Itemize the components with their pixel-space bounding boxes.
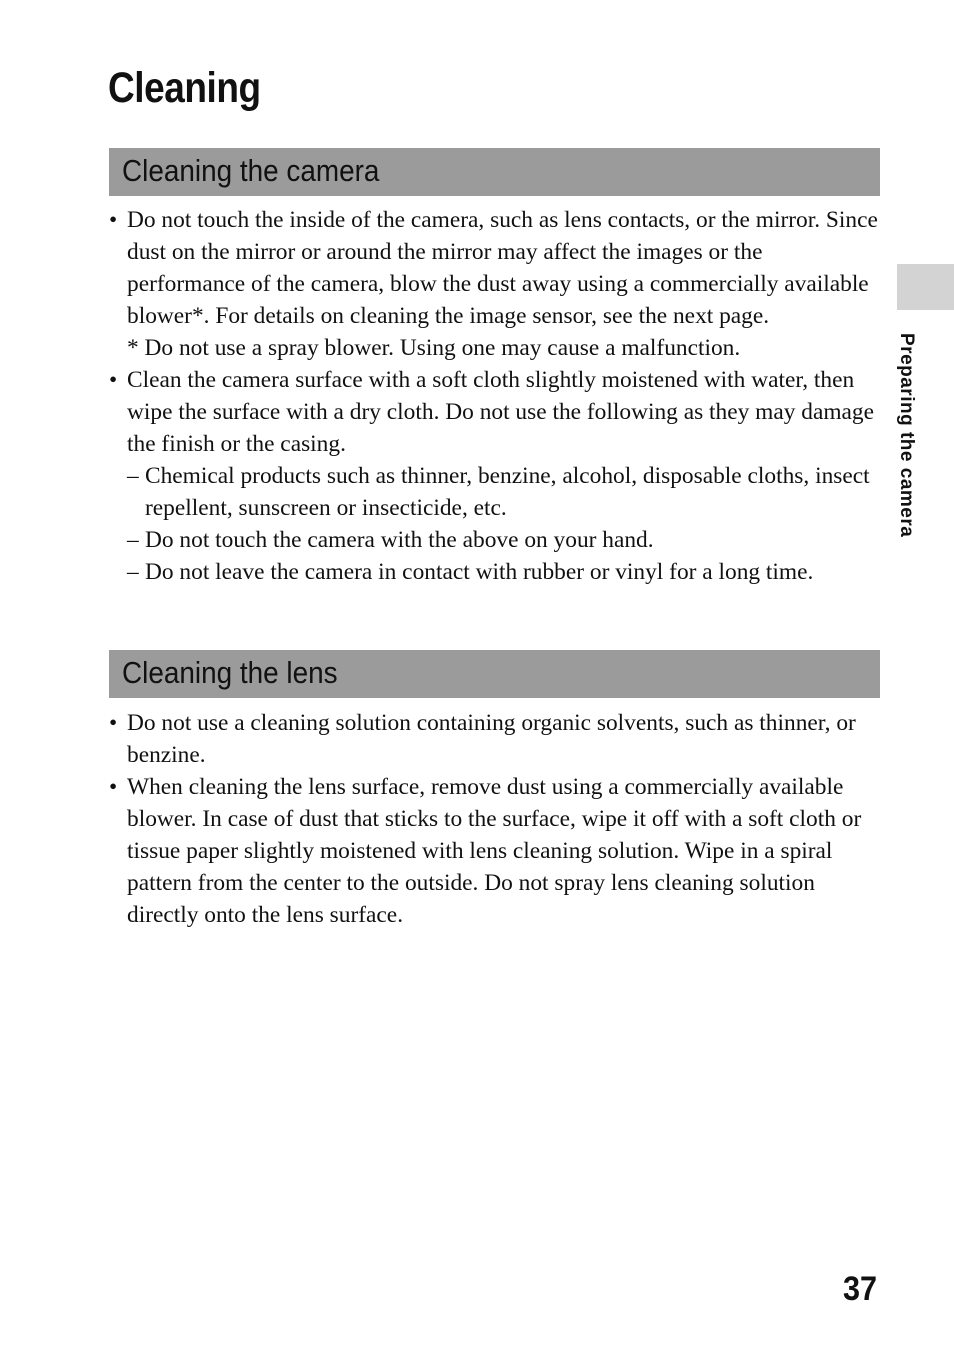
section-heading: Cleaning the camera — [122, 153, 380, 188]
bullet-item — [109, 204, 884, 332]
chapter-tab-label: Preparing the camera — [896, 333, 917, 538]
dash-icon: – — [127, 463, 139, 489]
bullet-text: Clean the camera surface with a soft cloth slightly moistened with water, then wipe the surface with a dry cloth. Do not use the following as they may damage the finish or the casing. — [127, 367, 874, 457]
dash-item — [109, 524, 884, 556]
bullet-item — [109, 771, 884, 931]
dash-item — [109, 460, 884, 524]
dash-text: Do not touch the camera with the above on your hand. — [145, 527, 654, 553]
section-heading-bar — [109, 148, 880, 196]
footnote-text: * Do not use a spray blower. Using one may cause a malfunction. — [127, 335, 741, 361]
bullet-icon: • — [109, 774, 118, 800]
bullet-icon: • — [109, 367, 118, 393]
page-title: Cleaning — [108, 64, 261, 112]
section-heading: Cleaning the lens — [122, 655, 338, 690]
bullet-text: When cleaning the lens surface, remove dust using a commercially available blower. In case of dust that sticks to the surface, wipe it off with a soft cloth or tissue paper slightly moistened with lens cleaning solution. Wipe in a spiral pattern from the center to the outside. Do not spray lens cleaning solution directly onto the lens surface. — [127, 774, 862, 928]
bullet-item — [109, 707, 884, 771]
bullet-icon: • — [109, 207, 118, 233]
dash-text: Chemical products such as thinner, benzine, alcohol, disposable cloths, insect repellent, sunscreen or insecticide, etc. — [145, 463, 870, 521]
section-body — [109, 204, 884, 588]
footnote — [109, 332, 884, 364]
dash-item — [109, 556, 884, 588]
dash-icon: – — [127, 559, 139, 585]
bullet-item — [109, 364, 884, 460]
section-heading-bar — [109, 650, 880, 698]
dash-icon: – — [127, 527, 139, 553]
chapter-tab-marker — [897, 264, 954, 310]
bullet-text: Do not use a cleaning solution containing organic solvents, such as thinner, or benzine. — [127, 710, 856, 768]
section-body — [109, 707, 884, 931]
bullet-icon: • — [109, 710, 118, 736]
dash-text: Do not leave the camera in contact with rubber or vinyl for a long time. — [145, 559, 814, 585]
bullet-text: Do not touch the inside of the camera, such as lens contacts, or the mirror. Since dust on the mirror or around the mirror may affect the images or the performance of the camera, blow the dust away using a commercially available blower*. For details on cleaning the image sensor, see the next page. — [127, 207, 878, 329]
page-number: 37 — [843, 1270, 878, 1308]
